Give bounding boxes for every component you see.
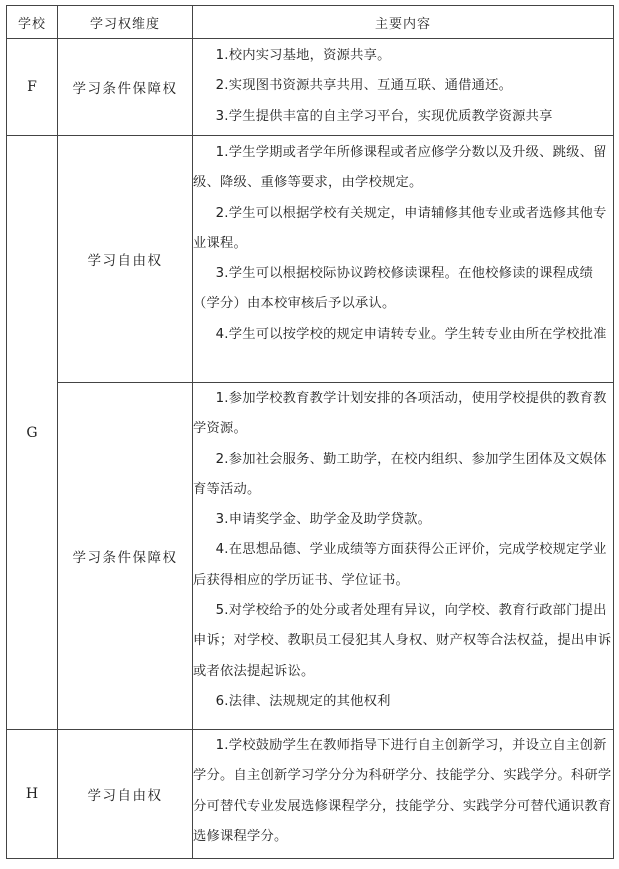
header-row	[7, 6, 614, 39]
school-cell: H	[7, 730, 58, 859]
content-cell	[193, 730, 614, 859]
content-item: 3.学生提供丰富的自主学习平台，实现优质教学资源共享	[215, 108, 553, 124]
content-cell	[193, 383, 614, 730]
table-row	[7, 383, 614, 730]
dimension-cell: 学习自由权	[58, 136, 193, 383]
content-item: 6.法律、法规规定的其他权利	[215, 693, 391, 709]
table-row	[7, 730, 614, 859]
table-row	[7, 136, 614, 383]
school-cell: G	[7, 136, 58, 730]
dimension-cell: 学习条件保障权	[58, 39, 193, 136]
header-content: 主要内容	[193, 6, 614, 39]
content-item: 2.学生可以根据学校有关规定，申请辅修其他专业或者选修其他专业课程。	[193, 205, 607, 251]
header-dimension: 学习权维度	[58, 6, 193, 39]
content-cell	[193, 39, 614, 136]
content-item: 1.学生学期或者学年所修课程或者应修学分数以及升级、跳级、留级、降级、重修等要求，由学校规定。	[193, 145, 607, 191]
dimension-cell: 学习自由权	[58, 730, 193, 859]
content-item: 2.实现图书资源共享共用、互通互联、通借通还。	[215, 78, 513, 94]
header-school: 学校	[7, 6, 58, 39]
content-cell	[193, 136, 614, 383]
content-item: 4.学生可以按学校的规定申请转专业。学生转专业由所在学校批准	[215, 326, 607, 342]
content-item: 1.校内实习基地，资源共享。	[215, 48, 391, 63]
school-cell: F	[7, 39, 58, 136]
content-item: 2.参加社会服务、勤工助学，在校内组织、参加学生团体及文娱体育等活动。	[193, 451, 607, 497]
dimension-cell: 学习条件保障权	[58, 383, 193, 730]
content-item: 3.学生可以根据校际协议跨校修读课程。在他校修读的课程成绩（学分）由本校审核后予以承认。	[193, 266, 594, 312]
rights-table	[6, 5, 614, 859]
content-item: 1.参加学校教育教学计划安排的各项活动，使用学校提供的教育教学资源。	[193, 391, 607, 437]
content-item: 3.申请奖学金、助学金及助学贷款。	[215, 512, 432, 528]
content-item: 5.对学校给予的处分或者处理有异议，向学校、教育行政部门提出申诉；对学校、教职员工侵犯其人身权、财产权等合法权益，提出申诉或者依法提起诉讼。	[193, 603, 612, 679]
content-item: 4.在思想品德、学业成绩等方面获得公正评价，完成学校规定学业后获得相应的学历证书、学位证书。	[193, 542, 607, 588]
table-row	[7, 39, 614, 136]
content-item: 1.学校鼓励学生在教师指导下进行自主创新学习，并设立自主创新学分。自主创新学习学分分为科研学分、技能学分、实践学分。科研学分可替代专业发展选修课程学分，技能学分、实践学分可替代通识教育选修课程学分。	[193, 738, 612, 844]
